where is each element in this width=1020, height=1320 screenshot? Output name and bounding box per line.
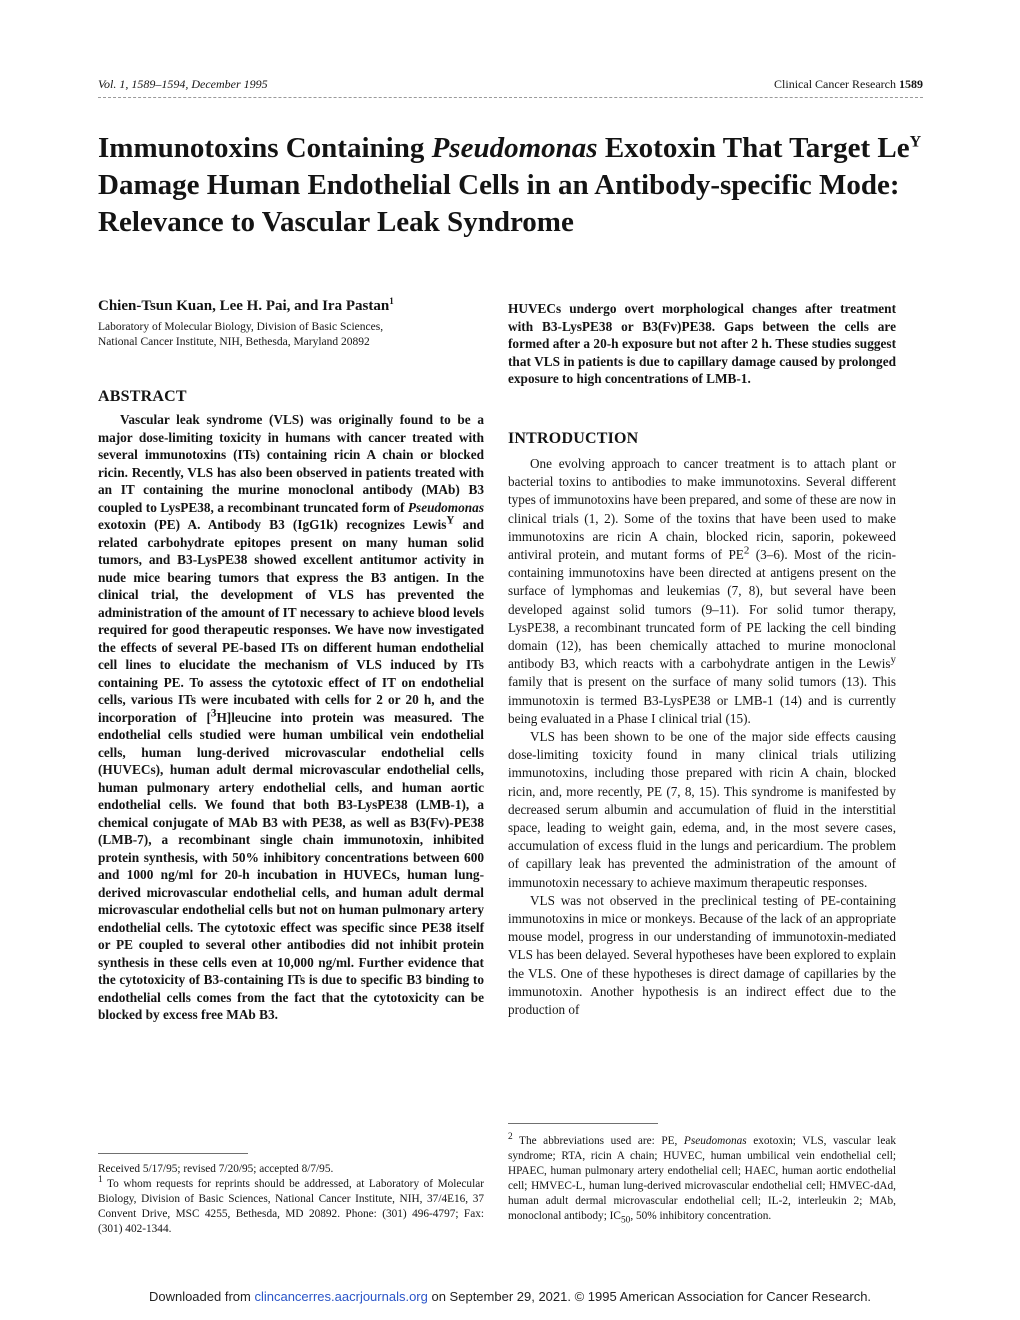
intro-paragraph-2: VLS has been shown to be one of the major side effects causing dose-limiting toxicity found in many clinical trials utilizing immunotoxins, including those prepared with ricin A chain, blocked ricin, and, more recently, PE (7, 8, 15). This syndrome is manifested by decreased serum albumin and accumulation of fluid in the interstitial space, leading to weight gain, edema, and, in the most severe cases, accumulation of excess fluid in the lungs and pericardium. The problem of capillary leak has prevented the administration of the amount of immunotoxin necessary to achieve maximum therapeutic responses.	[508, 729, 896, 890]
title-italic-pseudomonas: Pseudomonas	[431, 132, 598, 164]
title-superscript: Y	[909, 133, 922, 151]
abstract-text-part: H]leucine into protein was measured. The endothelial cells studied were human umbilical vein endothelial cells, human lung-derived microvascular endothelial cells (HUVECs), human adult dermal microvascular endothelial cells, human pulmonary artery endothelial cells, and human aortic endothelial cells. We found that both B3-LysPE38 (LMB-1), a chemical conjugate of MAb B3 with PE38, as well as B3(Fv)-PE38 (LMB-7), a recombinant single chain immunotoxin, inhibited protein synthesis, with 50% inhibitory concentrations between 600 and 1000 ng/ml for 20-h incubation in HUVECs, human lung-derived microvascular endothelial cells, and human adult dermal microvascular endothelial cells but not on human pulmonary artery endothelial cells. The cytotoxic effect was specific since PE38 itself or PE coupled to several other antibodies did not inhibit protein synthesis in these cells even at 10,000 ng/ml. Further evidence that the cytotoxicity of B3-containing ITs is due to specific B3 binding to endothelial cells comes from the fact that the cytotoxicity can be blocked by excess free MAb B3.	[98, 709, 484, 1022]
author-block	[98, 298, 484, 350]
footnote-2-text: The abbreviations used are: PE,	[512, 1135, 684, 1147]
footnote-2-text: , 50% inhibitory concentration.	[630, 1210, 772, 1222]
intro-superscript: 2	[743, 544, 750, 557]
footnote-1	[98, 1177, 484, 1237]
abstract-italic: Pseudomonas	[407, 499, 484, 515]
abstract-continuation: HUVECs undergo overt morphological changes after treatment with B3-LysPE38 or B3(Fv)PE38. Gaps between the cells are formed after a 20-h exposure but not after 2 h. These studies suggest that VLS in patients is due to capillary damage caused by prolonged exposure to high concentrations of LMB-1.	[508, 301, 896, 386]
introduction-body	[508, 455, 896, 1019]
abstract-text-part: exotoxin (PE) A. Antibody B3 (IgG1k) recognizes Lewis	[98, 517, 447, 532]
introduction-heading: INTRODUCTION	[508, 430, 639, 447]
intro-text-part: (3–6). Most of the ricin-containing immunotoxins have been directed at antigens present on the surface of lymphomas and leukemias (7, 8), but several have been developed against solid tumors (9–11). For solid tumor therapy, LysPE38, a recombinant truncated form of PE lacking the cell binding domain (12), has been chemically attached to murine monoclonal antibody B3, which reacts with a carbohydrate antigen in the Lewis	[508, 547, 896, 672]
author-names	[98, 298, 484, 315]
journal-volume-info: Vol. 1, 1589–1594, December 1995	[98, 77, 268, 91]
article-title	[98, 130, 928, 241]
journal-name: Clinical Cancer Research	[774, 77, 896, 91]
title-line-1	[98, 130, 928, 167]
header-divider	[98, 97, 923, 98]
footnote-1-mark: 1	[98, 1175, 103, 1186]
download-suffix: on September 29, 2021. © 1995 American Association for Cancer Research.	[427, 1289, 872, 1304]
affiliation-line-1: Laboratory of Molecular Biology, Division of Basic Sciences,	[98, 321, 384, 333]
footnote-divider-left	[98, 1153, 248, 1154]
download-notice	[110, 1289, 910, 1305]
author-list: Chien-Tsun Kuan, Lee H. Pai, and Ira Pastan	[98, 298, 390, 314]
abstract-heading: ABSTRACT	[98, 388, 187, 405]
download-prefix: Downloaded from	[148, 1289, 255, 1304]
intro-superscript: y	[890, 653, 896, 666]
intro-text-part: One evolving approach to cancer treatment is to attach plant or bacterial toxins to antibodies to make immunotoxins. Several different types of immunotoxins have been prepared, and some of these are now in clinical trials (1, 2). Some of the toxins that have been used to make immunotoxins are ricin A chain, blocked ricin, saporin, pokeweed antiviral protein, and mutant forms of PE	[508, 456, 896, 563]
abstract-superscript: 3	[210, 707, 217, 720]
footnote-2-mark: 2	[508, 1132, 513, 1143]
footnote-divider-right	[508, 1123, 658, 1124]
author-footnote-mark: 1	[389, 296, 394, 306]
title-text: Exotoxin That Target Le	[597, 132, 910, 164]
intro-paragraph-3: VLS was not observed in the preclinical testing of PE-containing immunotoxins in mice or monkeys. Because of the lack of an appropriate mouse model, progress in our understanding of immunotoxin-mediated VLS has been delayed. Several hypotheses have been explored to explain the VLS. One of these hypotheses is direct damage of capillaries by the immunotoxin. Another hypothesis is an indirect effect due to the production of	[508, 892, 896, 1018]
journal-name-and-page	[774, 77, 923, 92]
title-line-2: Damage Human Endothelial Cells in an Antibody-specific Mode:	[98, 169, 900, 201]
abstract-paragraph	[98, 411, 484, 1024]
affiliation-line-2: National Cancer Institute, NIH, Bethesda, Maryland 20892	[98, 336, 370, 348]
page-number: 1589	[899, 77, 923, 91]
footnote-2-text: exotoxin; VLS, vascular leak syndrome; RTA, ricin A chain; HUVEC, human umbilical vein endothelial cell; HPAEC, human pulmonary artery endothelial cell; HAEC, human aortic endothelial cell; HMVEC-L, human lung-derived microvascular endothelial cell; HMVEC-dAd, human adult dermal microvascular endothelial cell; IL-2, interleukin 2; MAb, monoclonal antibody; IC	[508, 1135, 897, 1222]
received-dates: Received 5/17/95; revised 7/20/95; accepted 8/7/95.	[98, 1163, 334, 1175]
abstract-text-part: Vascular leak syndrome (VLS) was originally found to be a major dose-limiting toxicity in humans with cancer treated with several immunotoxins (ITs) containing ricin A chain or blocked ricin. Recently, VLS has also been observed in patients treated with an IT containing the murine monoclonal antibody (MAb) B3 coupled to LysPE38, a recombinant truncated form of	[98, 412, 484, 515]
intro-text-part: family that is present on the surface of many solid tumors (13). This immunotoxin is termed B3-LysPE38 or LMB-1 (14) and is currently being evaluated in a Phase I clinical trial (15).	[508, 674, 896, 726]
intro-paragraph-1	[508, 455, 896, 728]
author-affiliation	[98, 320, 484, 350]
footnote-2	[508, 1134, 896, 1228]
journal-site-link[interactable]: clincancerres.aacrjournals.org	[254, 1289, 428, 1304]
footnotes-left	[98, 1162, 484, 1237]
title-line-3: Relevance to Vascular Leak Syndrome	[98, 206, 574, 238]
footnote-2-subscript: 50	[620, 1215, 631, 1226]
title-text: Immunotoxins Containing	[98, 132, 432, 164]
footnote-2-italic: Pseudomonas	[683, 1135, 747, 1147]
abstract-text-part: and related carbohydrate epitopes present on many human solid tumors, and B3-LysPE38 showed excellent antitumor activity in nude mice bearing tumors that express the B3 antigen. In the clinical trial, the development of VLS has prevented the administration of the amount of IT necessary to achieve blood levels required for good therapeutic responses. We have now investigated the effects of several PE-based ITs on different human endothelial cell lines to elucidate the mechanism of VLS induced by ITs containing PE. To assess the cytotoxic effect of IT on endothelial cells, various ITs were incubated with cells for 2 or 20 h, and the incorporation of [	[98, 517, 484, 725]
footnote-1-text: To whom requests for reprints should be addressed, at Laboratory of Molecular Biology, Division of Basic Sciences, National Cancer Institute, NIH, 37/4E16, 37 Convent Drive, MSC 4255, Bethesda, MD 20892. Phone: (301) 496-4797; Fax: (301) 402-1344.	[98, 1178, 484, 1235]
abstract-superscript: Y	[446, 514, 455, 527]
